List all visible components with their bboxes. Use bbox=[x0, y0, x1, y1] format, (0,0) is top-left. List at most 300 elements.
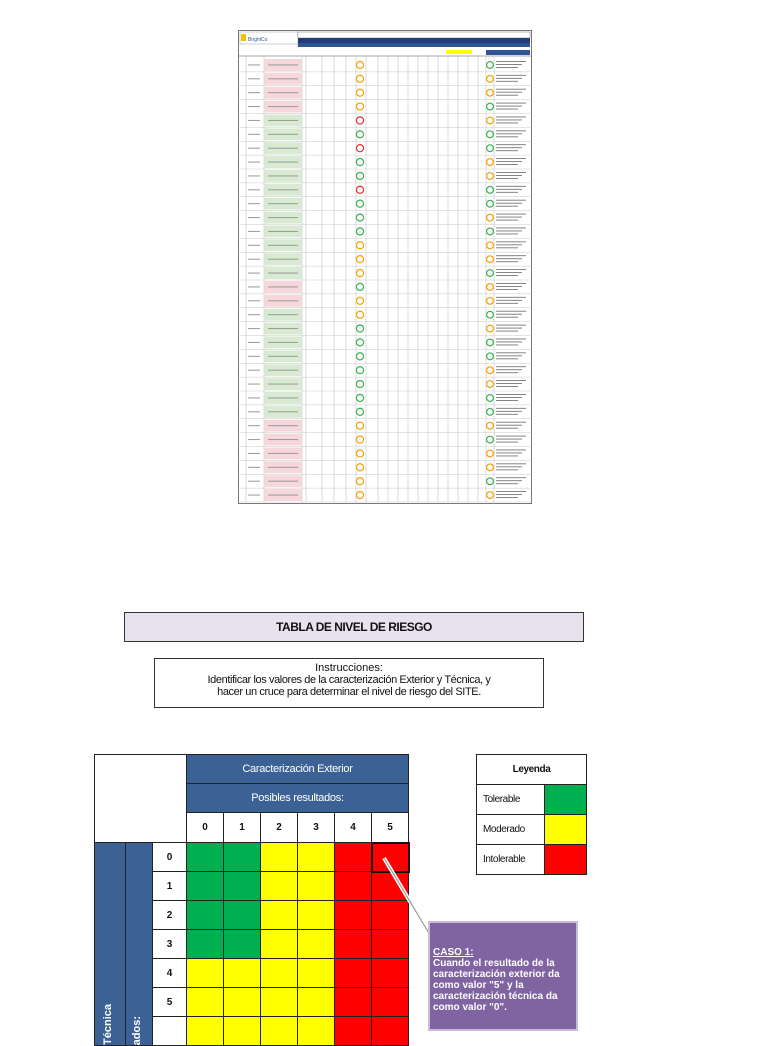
sheet-result-icon bbox=[487, 117, 494, 124]
sheet-status-icon bbox=[356, 464, 363, 471]
instructions-line-1: Identificar los valores de la caracterización Exterior y Técnica, y bbox=[207, 674, 491, 686]
sheet-row-comment bbox=[496, 300, 522, 301]
matrix-row-header: Técnica bbox=[95, 843, 126, 1046]
sheet-row-comment bbox=[496, 483, 518, 484]
sheet-row-comment bbox=[496, 328, 522, 329]
sheet-header-yellow bbox=[446, 50, 472, 54]
sheet-row-comment bbox=[496, 463, 526, 464]
matrix-cell-1-2 bbox=[261, 872, 298, 901]
legend-swatch-2 bbox=[545, 845, 587, 875]
matrix-row-number-3: 3 bbox=[153, 930, 187, 959]
sheet-row-comment bbox=[496, 283, 526, 284]
sheet-status-icon bbox=[356, 89, 363, 96]
sheet-row-comment bbox=[496, 469, 518, 470]
sheet-row-comment bbox=[496, 144, 526, 145]
sheet-row-comment bbox=[496, 394, 526, 395]
sheet-status-icon bbox=[356, 408, 363, 415]
sheet-row-text bbox=[268, 356, 298, 357]
sheet-row-comment bbox=[496, 325, 526, 326]
sheet-row-text bbox=[268, 314, 298, 315]
sheet-status-icon bbox=[356, 214, 363, 221]
sheet-row-comment bbox=[496, 289, 518, 290]
matrix-col-number-3: 3 bbox=[298, 813, 335, 843]
matrix-cell-5-3 bbox=[298, 988, 335, 1017]
sheet-row-comment bbox=[496, 358, 518, 359]
sheet-row-comment bbox=[496, 297, 526, 298]
matrix-corner bbox=[95, 755, 187, 843]
sheet-row-comment bbox=[496, 61, 526, 62]
sheet-row-comment bbox=[496, 150, 518, 151]
sheet-row-comment bbox=[496, 203, 522, 204]
matrix-cell-0-1 bbox=[224, 843, 261, 872]
sheet-result-icon bbox=[487, 214, 494, 221]
sheet-row-id bbox=[248, 78, 260, 79]
sheet-row-id bbox=[248, 259, 260, 260]
sheet-result-icon bbox=[487, 200, 494, 207]
sheet-result-icon bbox=[487, 464, 494, 471]
sheet-status-icon bbox=[356, 117, 363, 124]
sheet-row-comment bbox=[496, 286, 522, 287]
sheet-row-comment bbox=[496, 200, 526, 201]
legend-swatch-0 bbox=[545, 785, 587, 815]
sheet-status-icon bbox=[356, 311, 363, 318]
sheet-row-id bbox=[248, 162, 260, 163]
risk-sheet-thumbnail bbox=[238, 30, 532, 504]
sheet-row-id bbox=[248, 217, 260, 218]
sheet-result-icon bbox=[487, 353, 494, 360]
sheet-row-comment bbox=[496, 369, 522, 370]
sheet-row-text bbox=[268, 439, 298, 440]
matrix-cell-0-4 bbox=[335, 843, 372, 872]
matrix-cell-5-2 bbox=[261, 988, 298, 1017]
sheet-status-icon bbox=[356, 450, 363, 457]
sheet-row-text bbox=[268, 231, 298, 232]
sheet-status-icon bbox=[356, 242, 363, 249]
sheet-row-id bbox=[248, 481, 260, 482]
legend-swatch-1 bbox=[545, 815, 587, 845]
matrix-row-subheader: ados: bbox=[126, 843, 153, 1046]
legend-row bbox=[477, 815, 587, 845]
matrix-cell-0-2 bbox=[261, 843, 298, 872]
sheet-row-text bbox=[268, 425, 298, 426]
sheet-row-comment bbox=[496, 147, 522, 148]
sheet-row-comment bbox=[496, 258, 522, 259]
sheet-status-icon bbox=[356, 172, 363, 179]
sheet-row-comment bbox=[496, 477, 526, 478]
sheet-status-icon bbox=[356, 478, 363, 485]
sheet-result-icon bbox=[487, 339, 494, 346]
sheet-status-icon bbox=[356, 131, 363, 138]
sheet-row-comment bbox=[496, 414, 518, 415]
sheet-result-icon bbox=[487, 159, 494, 166]
sheet-row-text bbox=[268, 300, 298, 301]
sheet-row-text bbox=[268, 106, 298, 107]
sheet-row-comment bbox=[496, 352, 526, 353]
sheet-row-comment bbox=[496, 436, 526, 437]
sheet-status-icon bbox=[356, 200, 363, 207]
sheet-row-comment bbox=[496, 439, 522, 440]
sheet-row-comment bbox=[496, 175, 522, 176]
sheet-result-icon bbox=[487, 381, 494, 388]
matrix-row bbox=[95, 843, 409, 872]
sheet-row-id bbox=[248, 245, 260, 246]
sheet-result-icon bbox=[487, 186, 494, 193]
case-callout bbox=[428, 921, 578, 1031]
sheet-row-comment bbox=[496, 311, 526, 312]
sheet-row-text bbox=[268, 162, 298, 163]
sheet-result-icon bbox=[487, 422, 494, 429]
sheet-row-comment bbox=[496, 220, 518, 221]
sheet-status-icon bbox=[356, 380, 363, 387]
matrix-cell-1-4 bbox=[335, 872, 372, 901]
matrix-cell-3-2 bbox=[261, 930, 298, 959]
sheet-status-icon bbox=[356, 61, 363, 68]
matrix-cell-2-2 bbox=[261, 901, 298, 930]
sheet-row-id bbox=[248, 342, 260, 343]
sheet-row-id bbox=[248, 273, 260, 274]
sheet-row-comment bbox=[496, 480, 522, 481]
legend-label-1: Moderado bbox=[477, 815, 545, 845]
legend-row bbox=[477, 785, 587, 815]
sheet-row-text bbox=[268, 134, 298, 135]
sheet-row-comment bbox=[496, 120, 522, 121]
matrix-cell-2-4 bbox=[335, 901, 372, 930]
sheet-row-comment bbox=[496, 244, 522, 245]
sheet-row-text bbox=[268, 397, 298, 398]
sheet-row-comment bbox=[496, 272, 522, 273]
matrix-col-number-2: 2 bbox=[261, 813, 298, 843]
sheet-status-icon bbox=[356, 145, 363, 152]
sheet-row-id bbox=[248, 120, 260, 121]
sheet-result-icon bbox=[487, 75, 494, 82]
sheet-row-comment bbox=[496, 261, 518, 262]
sheet-row-text bbox=[268, 370, 298, 371]
matrix-cell-2-3 bbox=[298, 901, 335, 930]
matrix-cell-2-1 bbox=[224, 901, 261, 930]
sheet-result-icon bbox=[487, 478, 494, 485]
instructions-heading: Instrucciones: bbox=[315, 662, 383, 674]
sheet-result-icon bbox=[487, 103, 494, 110]
matrix-cell-3-4 bbox=[335, 930, 372, 959]
sheet-row-text bbox=[268, 92, 298, 93]
matrix-cell-2-0 bbox=[187, 901, 224, 930]
sheet-row-id bbox=[248, 106, 260, 107]
matrix-cell-1-5 bbox=[372, 872, 409, 901]
matrix-cell-0-5 bbox=[372, 843, 409, 872]
sheet-row-text bbox=[268, 481, 298, 482]
matrix-row-number-4: 4 bbox=[153, 959, 187, 988]
sheet-row-comment bbox=[496, 450, 526, 451]
matrix-cell-3-1 bbox=[224, 930, 261, 959]
sheet-row-comment bbox=[496, 372, 518, 373]
sheet-row-comment bbox=[496, 133, 522, 134]
matrix-col-number-5: 5 bbox=[372, 813, 409, 843]
sheet-row-comment bbox=[496, 317, 518, 318]
sheet-status-icon bbox=[356, 186, 363, 193]
matrix-cell-2-5 bbox=[372, 901, 409, 930]
sheet-row-text bbox=[268, 328, 298, 329]
matrix-row-number-0: 0 bbox=[153, 843, 187, 872]
sheet-row-text bbox=[268, 342, 298, 343]
legend-title: Leyenda bbox=[477, 755, 587, 785]
sheet-result-icon bbox=[487, 173, 494, 180]
matrix-cell-0-0 bbox=[187, 843, 224, 872]
matrix-column-subheader: Posibles resultados: bbox=[187, 784, 409, 813]
matrix-column-header: Caracterización Exterior bbox=[187, 755, 409, 784]
matrix-cell-4-4 bbox=[335, 959, 372, 988]
sheet-result-icon bbox=[487, 395, 494, 402]
sheet-row-comment bbox=[496, 106, 522, 107]
matrix-cell-4-1 bbox=[224, 959, 261, 988]
sheet-row-comment bbox=[496, 345, 518, 346]
risk-table-title bbox=[124, 612, 584, 642]
sheet-row-id bbox=[248, 231, 260, 232]
sheet-drawing bbox=[238, 30, 532, 504]
sheet-row-comment bbox=[496, 172, 526, 173]
sheet-row-id bbox=[248, 300, 260, 301]
sheet-row-comment bbox=[496, 67, 518, 68]
sheet-result-icon bbox=[487, 311, 494, 318]
sheet-row-comment bbox=[496, 491, 526, 492]
sheet-row-comment bbox=[496, 192, 518, 193]
sheet-row-comment bbox=[496, 109, 518, 110]
sheet-row-comment bbox=[496, 255, 526, 256]
sheet-row-id bbox=[248, 425, 260, 426]
matrix-cell-5-4 bbox=[335, 988, 372, 1017]
sheet-row-comment bbox=[496, 103, 526, 104]
matrix-cell-4-2 bbox=[261, 959, 298, 988]
sheet-row-comment bbox=[496, 75, 526, 76]
callout-case-label: CASO 1: bbox=[433, 947, 474, 958]
sheet-row-text bbox=[268, 120, 298, 121]
sheet-result-icon bbox=[487, 270, 494, 277]
sheet-row-text bbox=[268, 273, 298, 274]
sheet-logo-text: BrightCo bbox=[248, 37, 268, 43]
sheet-row-comment bbox=[496, 456, 518, 457]
sheet-row-comment bbox=[496, 186, 526, 187]
sheet-row-id bbox=[248, 189, 260, 190]
sheet-row-comment bbox=[496, 355, 522, 356]
sheet-row-id bbox=[248, 467, 260, 468]
sheet-row-id bbox=[248, 314, 260, 315]
matrix-cell-5-0 bbox=[187, 988, 224, 1017]
sheet-row-comment bbox=[496, 466, 522, 467]
sheet-row-comment bbox=[496, 95, 518, 96]
sheet-row-text bbox=[268, 148, 298, 149]
legend-label-2: Intolerable bbox=[477, 845, 545, 875]
sheet-row-comment bbox=[496, 366, 526, 367]
sheet-row-text bbox=[268, 245, 298, 246]
sheet-row-id bbox=[248, 64, 260, 65]
sheet-result-icon bbox=[487, 408, 494, 415]
sheet-row-id bbox=[248, 397, 260, 398]
sheet-row-id bbox=[248, 92, 260, 93]
sheet-result-icon bbox=[487, 297, 494, 304]
sheet-row-comment bbox=[496, 425, 522, 426]
sheet-row-comment bbox=[496, 178, 518, 179]
matrix-cell-1-1 bbox=[224, 872, 261, 901]
matrix-row-number-5: 5 bbox=[153, 988, 187, 1017]
sheet-status-icon bbox=[356, 158, 363, 165]
sheet-row-comment bbox=[496, 275, 518, 276]
sheet-row-comment bbox=[496, 497, 518, 498]
sheet-status-icon bbox=[356, 367, 363, 374]
sheet-row-comment bbox=[496, 81, 518, 82]
sheet-status-icon bbox=[356, 283, 363, 290]
sheet-row-comment bbox=[496, 494, 522, 495]
sheet-row-comment bbox=[496, 380, 526, 381]
matrix-cell-3-3 bbox=[298, 930, 335, 959]
sheet-status-icon bbox=[356, 228, 363, 235]
sheet-result-icon bbox=[487, 256, 494, 263]
sheet-row-comment bbox=[496, 400, 518, 401]
matrix-cell-3-5 bbox=[372, 930, 409, 959]
sheet-status-icon bbox=[356, 256, 363, 263]
sheet-row-id bbox=[248, 286, 260, 287]
sheet-row-comment bbox=[496, 339, 526, 340]
matrix-col-number-0: 0 bbox=[187, 813, 224, 843]
sheet-row-comment bbox=[496, 117, 526, 118]
sheet-row-comment bbox=[496, 189, 522, 190]
matrix-cell-0-3 bbox=[298, 843, 335, 872]
matrix-cell-1-0 bbox=[187, 872, 224, 901]
sheet-status-icon bbox=[356, 325, 363, 332]
sheet-result-icon bbox=[487, 62, 494, 69]
legend-row bbox=[477, 845, 587, 875]
sheet-row-comment bbox=[496, 234, 518, 235]
sheet-row-id bbox=[248, 134, 260, 135]
sheet-status-icon bbox=[356, 422, 363, 429]
instructions-line-2: hacer un cruce para determinar el nivel de riesgo del SITE. bbox=[217, 686, 481, 698]
sheet-row-comment bbox=[496, 314, 522, 315]
sheet-result-icon bbox=[487, 89, 494, 96]
sheet-row-comment bbox=[496, 428, 518, 429]
sheet-row-comment bbox=[496, 231, 522, 232]
sheet-row-text bbox=[268, 495, 298, 496]
sheet-row-id bbox=[248, 370, 260, 371]
sheet-row-comment bbox=[496, 136, 518, 137]
matrix-cell-4-5 bbox=[372, 959, 409, 988]
sheet-header-right bbox=[486, 50, 530, 55]
sheet-row-comment bbox=[496, 92, 522, 93]
sheet-row-comment bbox=[496, 453, 522, 454]
risk-table-title-text: TABLA DE NIVEL DE RIESGO bbox=[276, 620, 432, 634]
sheet-status-icon bbox=[356, 436, 363, 443]
sheet-status-icon bbox=[356, 269, 363, 276]
sheet-row-text bbox=[268, 64, 298, 65]
sheet-row-text bbox=[268, 467, 298, 468]
sheet-row-id bbox=[248, 356, 260, 357]
sheet-row-id bbox=[248, 495, 260, 496]
matrix-cell-1-3 bbox=[298, 872, 335, 901]
sheet-row-comment bbox=[496, 397, 522, 398]
sheet-result-icon bbox=[487, 284, 494, 291]
sheet-row-comment bbox=[496, 303, 518, 304]
risk-matrix bbox=[94, 754, 410, 1046]
sheet-result-icon bbox=[487, 367, 494, 374]
sheet-row-comment bbox=[496, 247, 518, 248]
sheet-status-icon bbox=[356, 353, 363, 360]
sheet-status-icon bbox=[356, 491, 363, 498]
sheet-row-text bbox=[268, 189, 298, 190]
sheet-status-icon bbox=[356, 297, 363, 304]
sheet-row-text bbox=[268, 286, 298, 287]
sheet-result-icon bbox=[487, 450, 494, 457]
sheet-status-icon bbox=[356, 103, 363, 110]
sheet-row-text bbox=[268, 259, 298, 260]
sheet-row-id bbox=[248, 175, 260, 176]
instructions-box bbox=[154, 658, 544, 708]
sheet-row-id bbox=[248, 384, 260, 385]
matrix-cell-5-5 bbox=[372, 988, 409, 1017]
matrix-cell-4-3 bbox=[298, 959, 335, 988]
sheet-row-comment bbox=[496, 442, 518, 443]
sheet-logo-mark bbox=[241, 34, 246, 41]
sheet-row-comment bbox=[496, 214, 526, 215]
sheet-row-text bbox=[268, 217, 298, 218]
matrix-row-number-1: 1 bbox=[153, 872, 187, 901]
sheet-row-comment bbox=[496, 422, 526, 423]
sheet-row-text bbox=[268, 384, 298, 385]
matrix-col-number-1: 1 bbox=[224, 813, 261, 843]
sheet-row-comment bbox=[496, 161, 522, 162]
matrix-row-number-2: 2 bbox=[153, 901, 187, 930]
sheet-result-icon bbox=[487, 145, 494, 152]
sheet-row-id bbox=[248, 411, 260, 412]
legend-label-0: Tolerable bbox=[477, 785, 545, 815]
sheet-row-comment bbox=[496, 78, 522, 79]
sheet-row-text bbox=[268, 175, 298, 176]
sheet-row-comment bbox=[496, 164, 518, 165]
sheet-row-text bbox=[268, 203, 298, 204]
sheet-result-icon bbox=[487, 492, 494, 499]
sheet-row-comment bbox=[496, 123, 518, 124]
sheet-header-dark bbox=[298, 38, 530, 43]
sheet-row-text bbox=[268, 411, 298, 412]
matrix-col-number-4: 4 bbox=[335, 813, 372, 843]
matrix-cell-5-1 bbox=[224, 988, 261, 1017]
sheet-result-icon bbox=[487, 228, 494, 235]
sheet-row-comment bbox=[496, 64, 522, 65]
sheet-row-id bbox=[248, 328, 260, 329]
sheet-row-id bbox=[248, 203, 260, 204]
sheet-row-comment bbox=[496, 342, 522, 343]
sheet-row-comment bbox=[496, 89, 526, 90]
sheet-row-text bbox=[268, 453, 298, 454]
sheet-row-comment bbox=[496, 269, 526, 270]
sheet-header-bar bbox=[298, 32, 530, 38]
sheet-result-icon bbox=[487, 325, 494, 332]
sheet-status-icon bbox=[356, 339, 363, 346]
sheet-row-id bbox=[248, 439, 260, 440]
sheet-status-icon bbox=[356, 394, 363, 401]
sheet-row-comment bbox=[496, 241, 526, 242]
sheet-result-icon bbox=[487, 131, 494, 138]
sheet-row-comment bbox=[496, 408, 526, 409]
sheet-header-mid bbox=[298, 43, 530, 47]
matrix-cell-4-0 bbox=[187, 959, 224, 988]
sheet-row-comment bbox=[496, 217, 522, 218]
matrix-cell-3-0 bbox=[187, 930, 224, 959]
sheet-row-comment bbox=[496, 331, 518, 332]
sheet-row-id bbox=[248, 148, 260, 149]
sheet-status-icon bbox=[356, 75, 363, 82]
sheet-row-comment bbox=[496, 386, 518, 387]
sheet-row-comment bbox=[496, 411, 522, 412]
sheet-row-id bbox=[248, 453, 260, 454]
sheet-row-text bbox=[268, 78, 298, 79]
sheet-row-comment bbox=[496, 158, 526, 159]
